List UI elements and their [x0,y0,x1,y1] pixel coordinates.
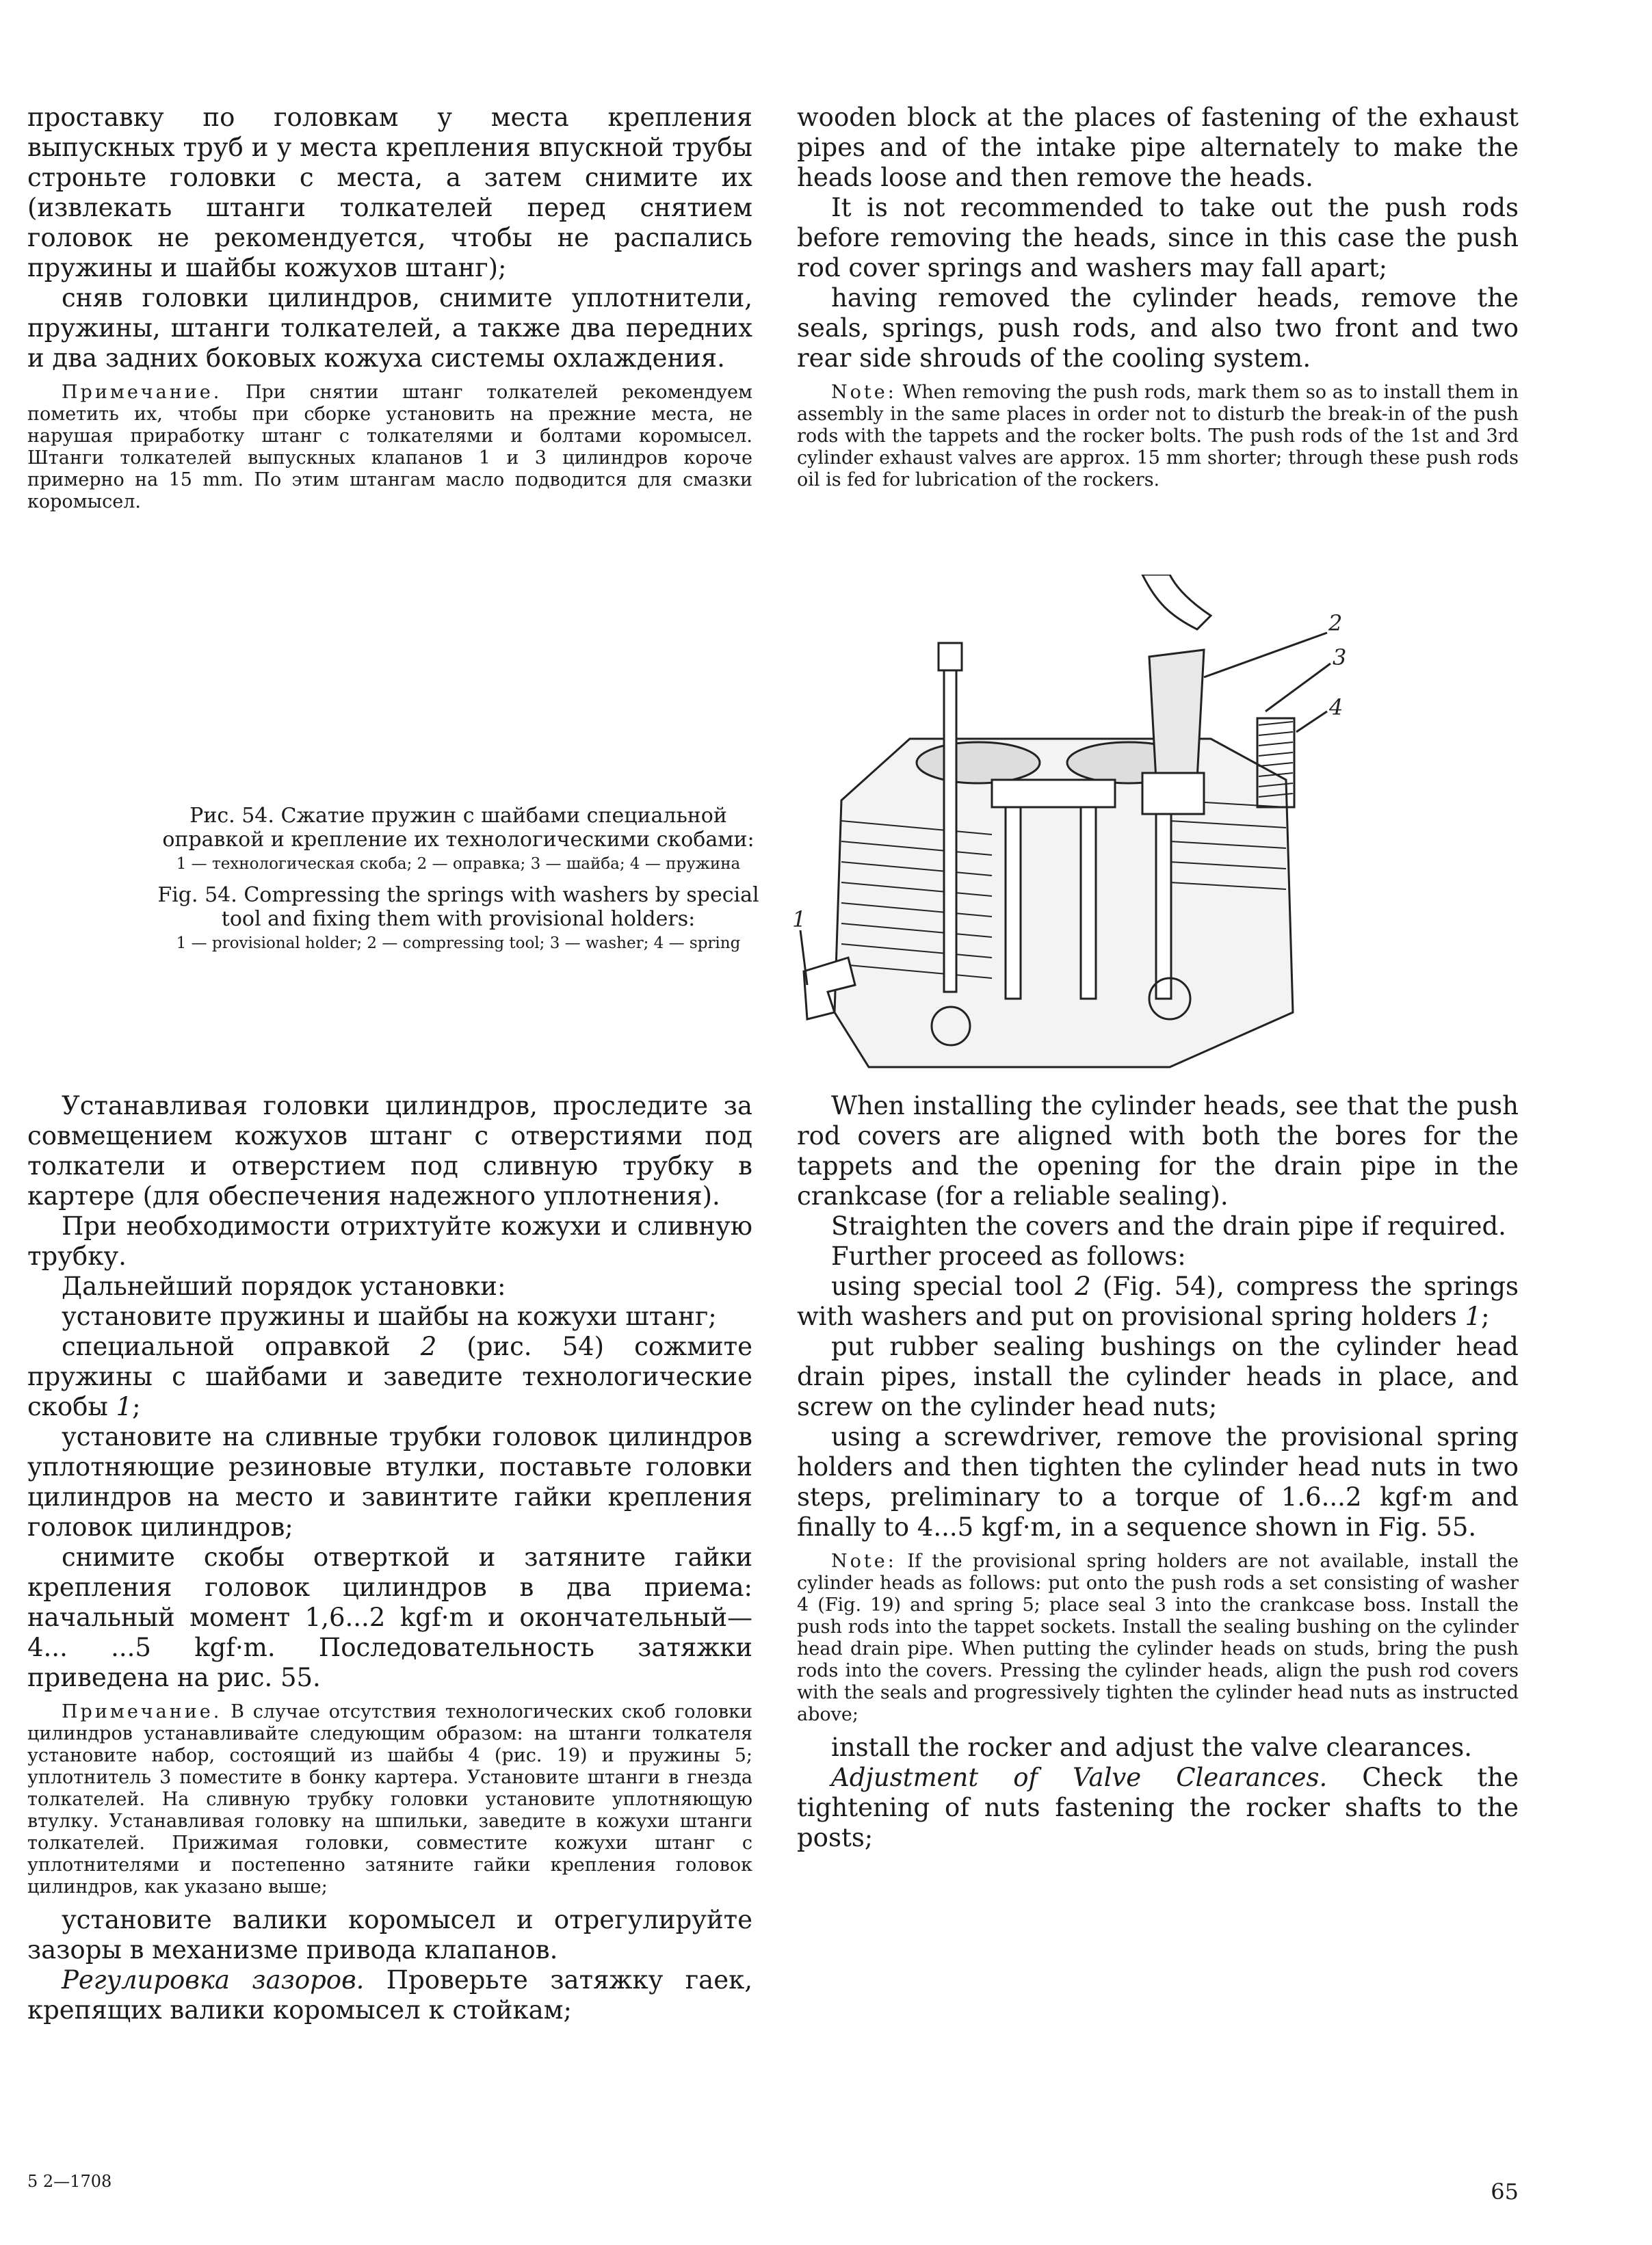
ru-paragraph-7 [27,1332,752,1422]
ru-note-1 [27,382,752,513]
en-p11-text: Check the tightening of nuts fastening the rocker shafts to the posts; [797,1763,1519,1852]
ru-paragraph-2: сняв головки цилиндров, снимите уплотнители, пружины, штанги толкателей, а также два передних и два задних боковых кожуха системы охлаждения. [27,283,752,373]
ru-paragraph-5: Дальнейший порядок установки: [62,1272,506,1301]
callout-4: 4 [1329,694,1343,720]
english-column-lower [797,1091,1519,1853]
en-paragraph-4: When installing the cylinder heads, see that the push rod covers are aligned with both the bores for the tappets and the opening for the drain pipe in the crankcase (for a reliable sealing). [797,1091,1519,1211]
ru-paragraph-9: снимите скобы отверткой и затяните гайки крепления головок цилиндров в два приема: начальный момент 1,6...2 kgf·m и окончательный—4... ...5 kgf·m. Последовательность затяжки приведена на рис. 55. [27,1542,752,1692]
en-note-1-text: When removing the push rods, mark them so as to install them in assembly in the same places in order not to disturb the break-in of the push rods with the tappets and the rocker bolts. The push rods of the 1st and 3rd cylinder exhaust valves are approx. 15 mm shorter; through these push rods oil is fed for lubrication of the rockers. [797,382,1519,490]
en-note-2-label: Note: [831,1551,897,1572]
en-paragraph-8: put rubber sealing bushings on the cylinder head drain pipes, install the cylinder heads in place, and screw on the cylinder head nuts; [797,1332,1519,1421]
figure-54-cylinder-head-illustration [787,575,1539,1094]
russian-column-lower [27,1091,752,2025]
en-paragraph-6: Further proceed as follows: [831,1242,1186,1271]
ru-p7-ref-1: 1 [116,1392,133,1421]
figure-caption-ru: Рис. 54. Сжатие пружин с шайбами специальной оправкой и крепление их технологическими скобами: [162,804,755,852]
ru-p7-text-b: (рис. 54) сожмите пружины с шайбами и заведите технологические скобы [27,1332,752,1421]
ru-p7-ref-2: 2 [420,1332,437,1361]
en-p7-text-a: using special tool [831,1272,1063,1301]
russian-column [27,103,752,520]
en-p7-ref-1: 1 [1465,1302,1482,1331]
en-paragraph-5: Straighten the covers and the drain pipe if required. [831,1211,1506,1241]
en-note-2-text: If the provisional spring holders are not available, install the cylinder heads as follows: put onto the push rods a set consisting of washer 4 (Fig. 19) and spring 5; place seal 3 into the crankcase boss. Install the push rods into the tappet sockets. Install the sealing bushing on the cylinder head drain pipe. When putting the cylinder heads on studs, bring the push rods into the covers. Pressing the cylinder heads, align the push rod covers with the seals and progressively tighten the cylinder head nuts as instructed above; [797,1551,1519,1725]
en-note-1 [797,382,1519,491]
en-paragraph-1: wooden block at the places of fastening of the exhaust pipes and of the intake pipe alternately to make the heads loose and then remove the heads. [797,103,1519,192]
en-paragraph-7 [797,1272,1519,1332]
page-number: 65 [1491,2179,1519,2205]
ru-p11-heading: Регулировка зазоров. [62,1965,365,1995]
ru-note-2 [27,1701,752,1898]
printer-signature: 5 2—1708 [27,2172,112,2191]
ru-paragraph-4: При необходимости отрихтуйте кожухи и сливную трубку. [27,1211,752,1271]
ru-p11-text: Проверьте затяжку гаек, крепящих валики коромысел к стойкам; [27,1965,752,2025]
ru-note-2-text: В случае отсутствия технологических скоб головки цилиндров устанавливайте следующим образом: на штанги толкателя установите набор, состоящий из шайбы 4 (рис. 19) и пружины 5; уплотнитель 3 поместите в бонку картера. Установите штанги в гнезда толкателей. На сливную трубку головки установите уплотняющую втулку. Устанавливая головку на шпильки, заведите в кожухи штанги толкателей. Прижимая головки, совместите кожухи штанг с уплотнителями и постепенно затяните гайки крепления головок цилиндров, как указано выше; [27,1701,752,1898]
en-p11-heading: Adjustment of Valve Clearances. [831,1763,1328,1792]
en-p7-text-c: ; [1481,1302,1490,1331]
ru-paragraph-11 [27,1965,752,2025]
ru-paragraph-8: установите на сливные трубки головок цилиндров уплотняющие резиновые втулки, поставьте головки цилиндров на место и завинтите гайки крепления головок цилиндров; [27,1422,752,1542]
figure-legend-ru: 1 — технологическая скоба; 2 — оправка; 3 — шайба; 4 — пружина [176,855,741,873]
ru-p7-text-a: специальной оправкой [62,1332,391,1361]
en-p7-text-b: (Fig. 54), compress the springs with washers and put on provisional spring holders [797,1272,1519,1331]
figure-caption-en: Fig. 54. Compressing the springs with washers by special tool and fixing them with provisional holders: [157,883,759,931]
callout-2: 2 [1328,610,1343,636]
figure-legend-en: 1 — provisional holder; 2 — compressing tool; 3 — washer; 4 — spring [176,934,741,952]
en-paragraph-2: It is not recommended to take out the push rods before removing the heads, since in this case the push rod cover springs and washers may fall apart; [797,193,1519,283]
callout-1: 1 [792,906,807,932]
callout-3: 3 [1333,644,1347,670]
en-note-1-label: Note: [831,382,897,403]
ru-paragraph-10: установите валики коромысел и отрегулируйте зазоры в механизме привода клапанов. [27,1905,752,1965]
ru-note-1-label: Примечание. [62,382,222,403]
ru-paragraph-3: Устанавливая головки цилиндров, проследите за совмещением кожухов штанг с отверстиями под толкатели и отверстием под сливную трубку в картере (для обеспечения надежного уплотнения). [27,1091,752,1211]
en-note-2 [797,1551,1519,1726]
en-paragraph-3: having removed the cylinder heads, remove the seals, springs, push rods, and also two front and two rear side shrouds of the cooling system. [797,283,1519,373]
ru-paragraph-6: установите пружины и шайбы на кожухи штанг; [62,1302,717,1331]
en-paragraph-9: using a screwdriver, remove the provisional spring holders and then tighten the cylinder head nuts in two steps, preliminary to a torque of 1.6...2 kgf·m and finally to 4...5 kgf·m, in a sequence shown in Fig. 55. [797,1422,1519,1542]
ru-note-2-label: Примечание. [62,1701,222,1722]
ru-paragraph-1: проставку по головкам у места крепления выпускных труб и у места крепления впускной трубы строньте головки с места, а затем снимите их (извлекать штанги толкателей перед снятием головок не рекомендуется, чтобы не распались пружины и шайбы кожухов штанг); [27,103,752,283]
english-column [797,103,1519,498]
en-paragraph-10: install the rocker and adjust the valve clearances. [831,1733,1472,1762]
ru-p7-text-c: ; [132,1392,141,1421]
en-p7-ref-2: 2 [1075,1272,1091,1301]
en-paragraph-11 [797,1763,1519,1853]
figure-caption-block [154,804,763,962]
ru-note-1-text: При снятии штанг толкателей рекомендуем пометить их, чтобы при сборке установить на прежние места, не нарушая приработку штанг с толкателями и болтами коромысел. Штанги толкателей выпускных клапанов 1 и 3 цилиндров короче примерно на 15 mm. По этим штангам масло подводится для смазки коромысел. [27,382,752,512]
